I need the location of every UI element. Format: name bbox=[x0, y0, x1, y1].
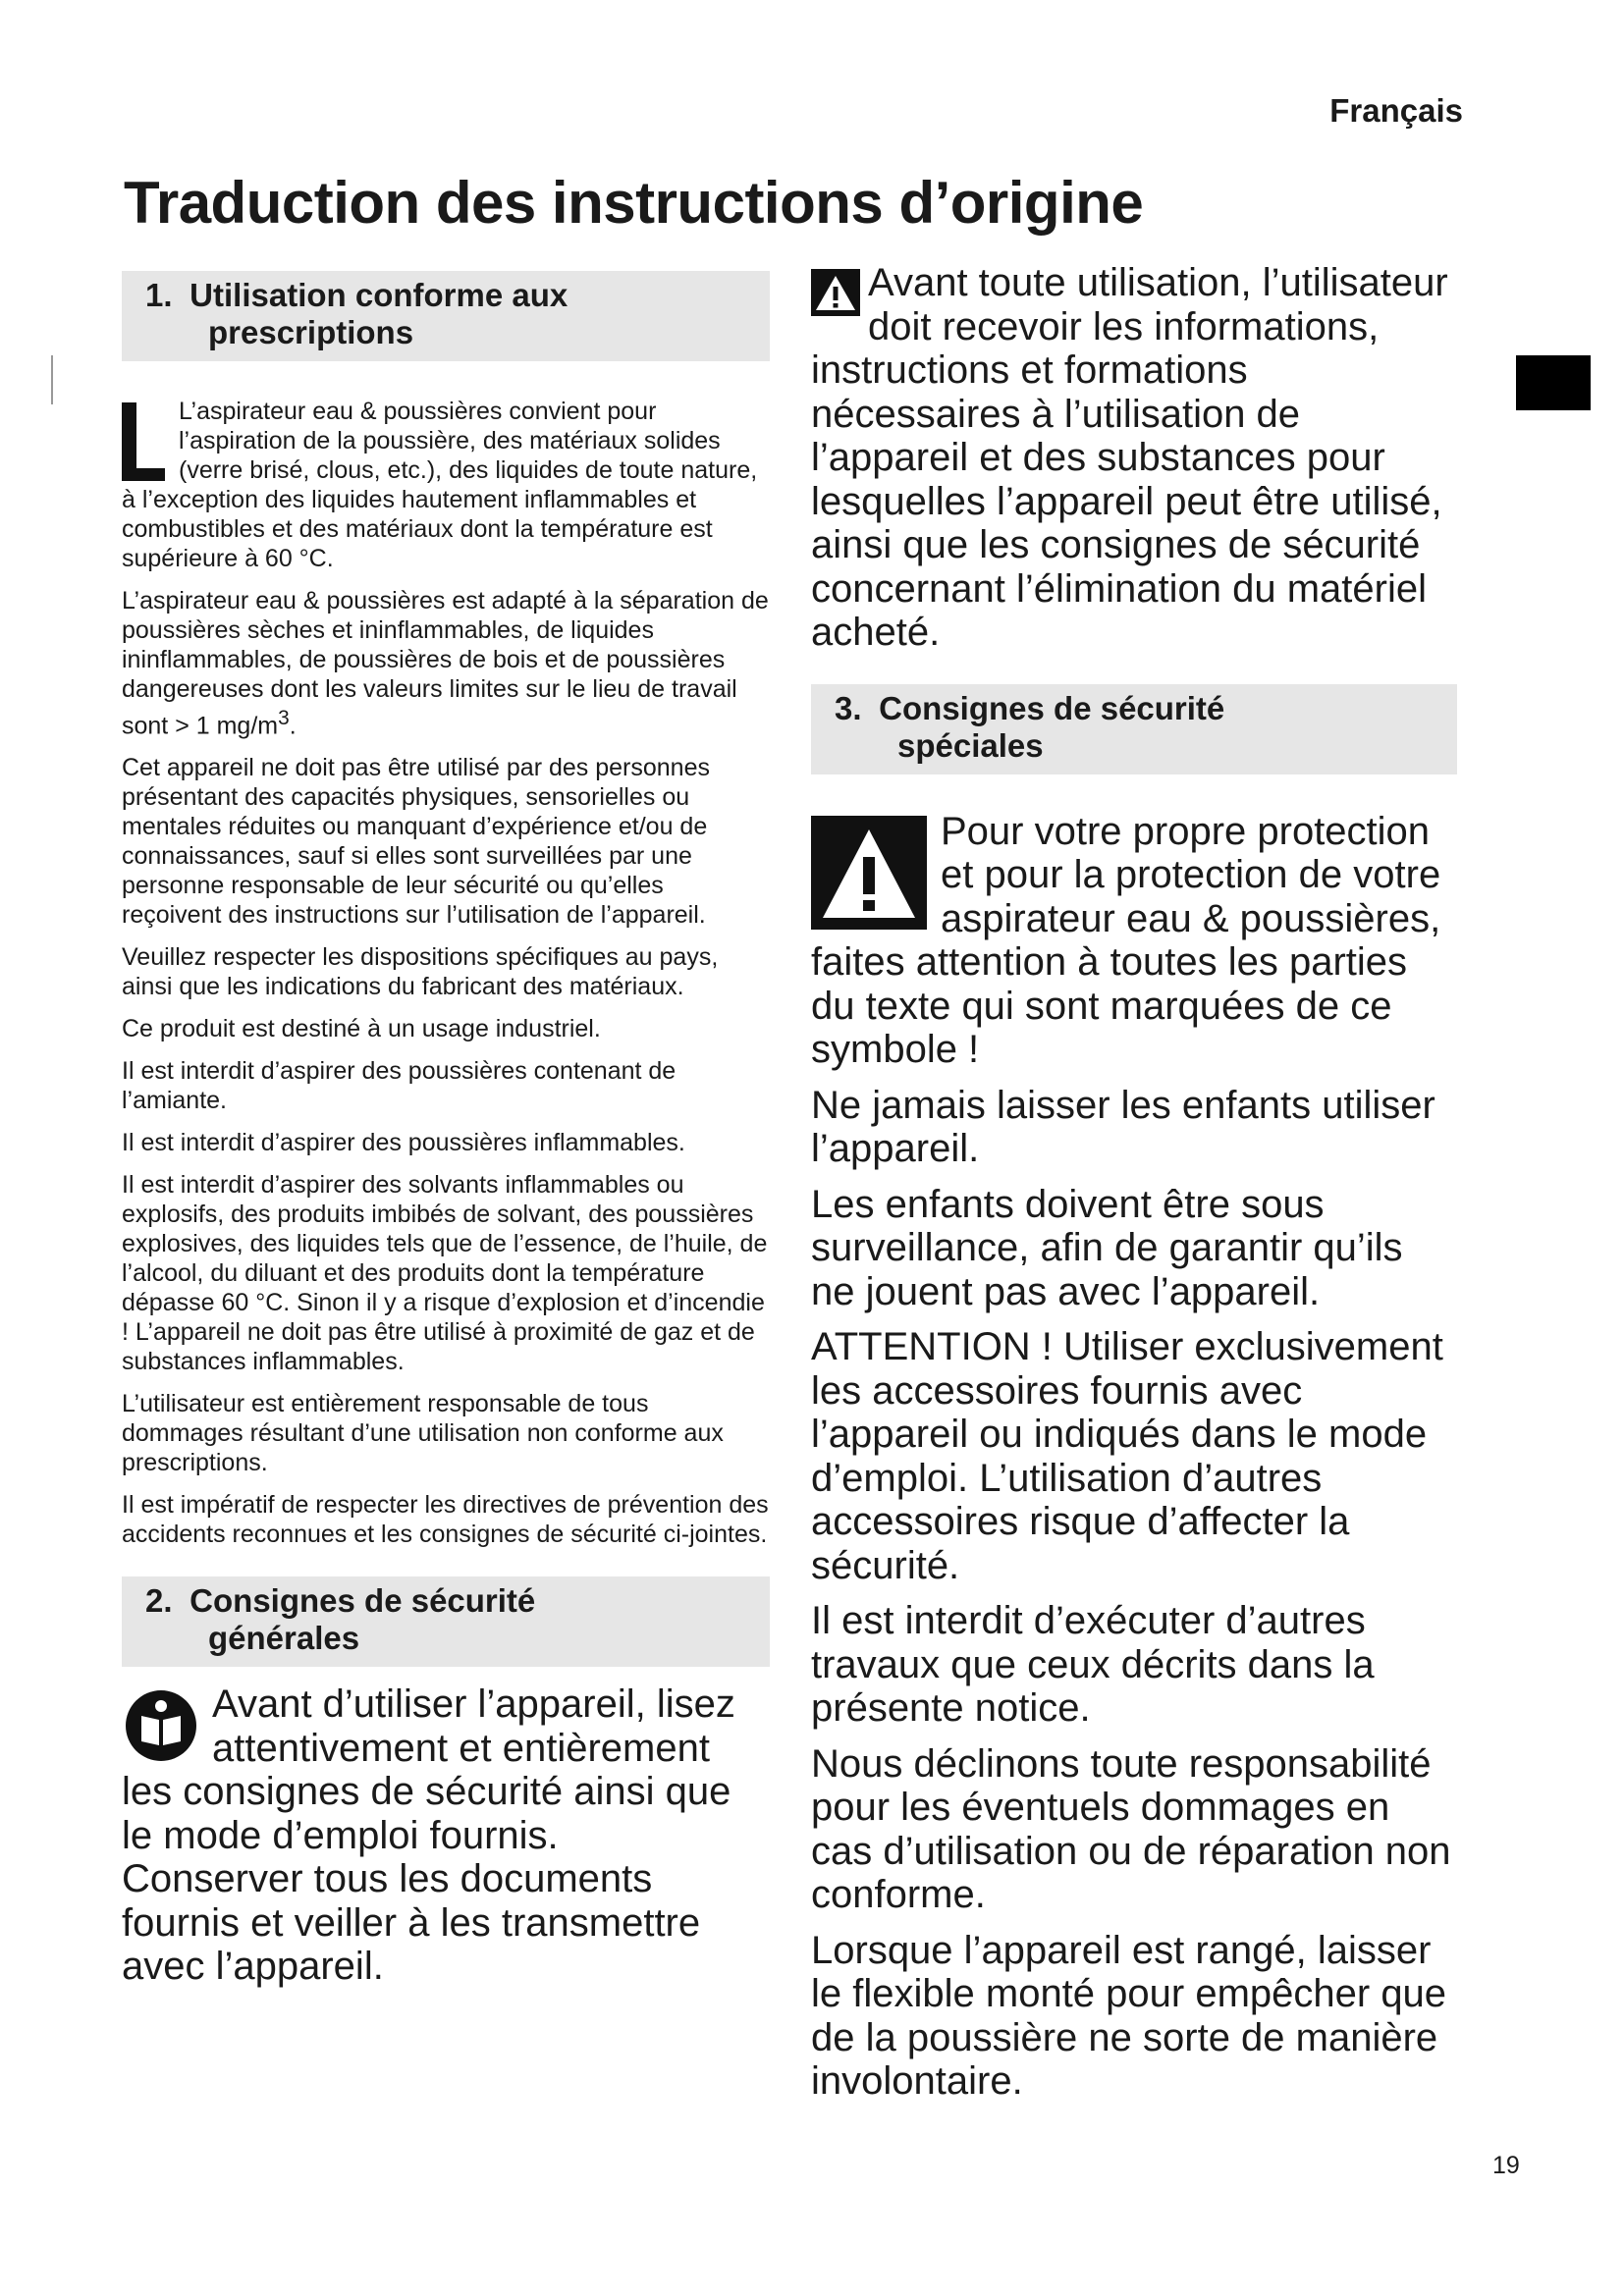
section-3-paragraph bbox=[811, 810, 1457, 1072]
section-2-paragraph: Conserver tous les documents fournis et veiller à les transmettre avec l’appareil. bbox=[122, 1857, 701, 1989]
section-2-title-line2: générales bbox=[208, 1620, 360, 1657]
section-3-heading bbox=[811, 684, 1457, 774]
section-1-paragraph: L’utilisateur est entièrement responsable de tous dommages résultant d’une utilisation non conforme aux prescriptions. bbox=[122, 1390, 724, 1477]
section-1-number: 1. bbox=[145, 277, 173, 313]
section-3-paragraph: ATTENTION ! Utiliser exclusivement les accessoires fournis avec l’appareil ou indiqués dans le mode d’emploi. L’utilisation d’autres accessoires risque d’affecter la sécurité. bbox=[811, 1325, 1443, 1587]
section-1-title-line1: Utilisation conforme aux bbox=[189, 277, 568, 313]
section-1-paragraph: Il est interdit d’aspirer des poussières inflammables. bbox=[122, 1129, 685, 1157]
left-column bbox=[122, 271, 770, 2001]
section-2-paragraph bbox=[122, 1682, 770, 1857]
section-1-paragraph: Il est impératif de respecter les directives de prévention des accidents reconnues et les consignes de sécurité ci-jointes. bbox=[122, 1491, 769, 1549]
section-3-paragraph: Lorsque l’appareil est rangé, laisser le flexible monté pour empêcher que de la poussière ne sorte de manière involontaire. bbox=[811, 1928, 1447, 2103]
right-column bbox=[811, 261, 1457, 2115]
section-1-paragraph-text: L’aspirateur eau & poussières est adapté à la séparation de poussières sèches et ininflammables, de liquides ininflammables, de poussières de bois et de poussières dangereuses dont les valeurs limites sur le lieu de travail sont > 1 mg/m bbox=[122, 587, 769, 740]
section-1-paragraph: Veuillez respecter les dispositions spécifiques au pays, ainsi que les indications du fabricant des matériaux. bbox=[122, 943, 719, 1001]
section-1-paragraph bbox=[122, 586, 770, 740]
section-3-paragraph: Il est interdit d’exécuter d’autres travaux que ceux décrits dans la présente notice. bbox=[811, 1599, 1375, 1730]
section-1-paragraph: Il est interdit d’aspirer des solvants inflammables ou explosifs, des produits imbibés de solvant, des poussières explosives, des liquides tels que de l’essence, de l’huile, de l’alcool, du diluant et des produits dont la température dépasse 60 °C. Sinon il y a risque d’explosion et d’incendie ! L’appareil ne doit pas être utilisé à proximité de gaz et de substances inflammables. bbox=[122, 1171, 768, 1376]
warning-icon bbox=[811, 269, 860, 316]
page-number: 19 bbox=[1492, 2152, 1520, 2179]
section-2-title-line1: Consignes de sécurité bbox=[189, 1582, 536, 1620]
section-2-number: 2. bbox=[145, 1582, 173, 1620]
margin-rule bbox=[51, 355, 53, 404]
section-2-continued-paragraph bbox=[811, 261, 1457, 655]
unit-superscript: 3 bbox=[278, 707, 290, 729]
section-1-heading bbox=[122, 271, 770, 361]
section-3-paragraph: Nous déclinons toute responsabilité pour les éventuels dommages en cas d’utilisation ou de réparation non conforme. bbox=[811, 1741, 1451, 1916]
language-tab-marker bbox=[1516, 355, 1591, 410]
section-3-paragraph: Ne jamais laisser les enfants utiliser l’appareil. bbox=[811, 1083, 1435, 1170]
section-3-paragraph-text: Pour votre propre protection et pour la protection de votre aspirateur eau & poussières, faites attention à toutes les parties du texte qui sont marquées de ce symbole ! bbox=[811, 809, 1441, 1071]
section-1-paragraph-text: L’aspirateur eau & poussières convient pour l’aspiration de la poussière, des matériaux solides (verre brisé, clous, etc.), des liquides de toute nature, à l’exception des liquides hautement inflammables et combustibles et des matériaux dont la température est supérieure à 60 °C. bbox=[122, 398, 758, 572]
section-2-continued-text: Avant toute utilisation, l’utilisateur doit recevoir les informations, instructions et formations nécessaires à l’utilisation de l’appareil et des substances pour lesquelles l’appareil peut être utilisé, ainsi que les consignes de sécurité concernant l’élimination du matériel acheté. bbox=[811, 261, 1448, 654]
section-1-paragraph bbox=[122, 397, 770, 573]
section-1-paragraph: Il est interdit d’aspirer des poussières contenant de l’amiante. bbox=[122, 1057, 677, 1115]
warning-icon bbox=[811, 816, 927, 930]
language-label: Français bbox=[1329, 92, 1463, 129]
section-3-title-line1: Consignes de sécurité bbox=[879, 689, 1225, 726]
section-1-paragraph: Ce produit est destiné à un usage industriel. bbox=[122, 1015, 601, 1043]
unit-suffix: . bbox=[289, 712, 297, 740]
section-3-number: 3. bbox=[835, 689, 862, 726]
section-1-paragraph: Cet appareil ne doit pas être utilisé par des personnes présentant des capacités physiques, sensorielles ou mentales réduites ou manquant d’expérience et/ou de connaissances, sauf si elles sont surveillées par une personne responsable de leur sécurité ou qu’elles reçoivent des instructions sur l’utilisation de l’appareil. bbox=[122, 754, 710, 930]
page-title: Traduction des instructions d’origine bbox=[124, 170, 1144, 236]
section-3-title-line2: spéciales bbox=[897, 726, 1044, 764]
section-2-heading bbox=[122, 1576, 770, 1667]
section-2-paragraph-text: Avant d’utiliser l’appareil, lisez attentivement et entièrement les consignes de sécurité ainsi que le mode d’emploi fournis. bbox=[122, 1682, 735, 1857]
read-manual-icon bbox=[122, 1686, 200, 1765]
dropcap-l-icon bbox=[122, 402, 165, 481]
section-1-title-line2: prescriptions bbox=[208, 314, 414, 350]
section-3-paragraph: Les enfants doivent être sous surveillance, afin de garantir qu’ils ne jouent pas avec l’appareil. bbox=[811, 1182, 1403, 1313]
